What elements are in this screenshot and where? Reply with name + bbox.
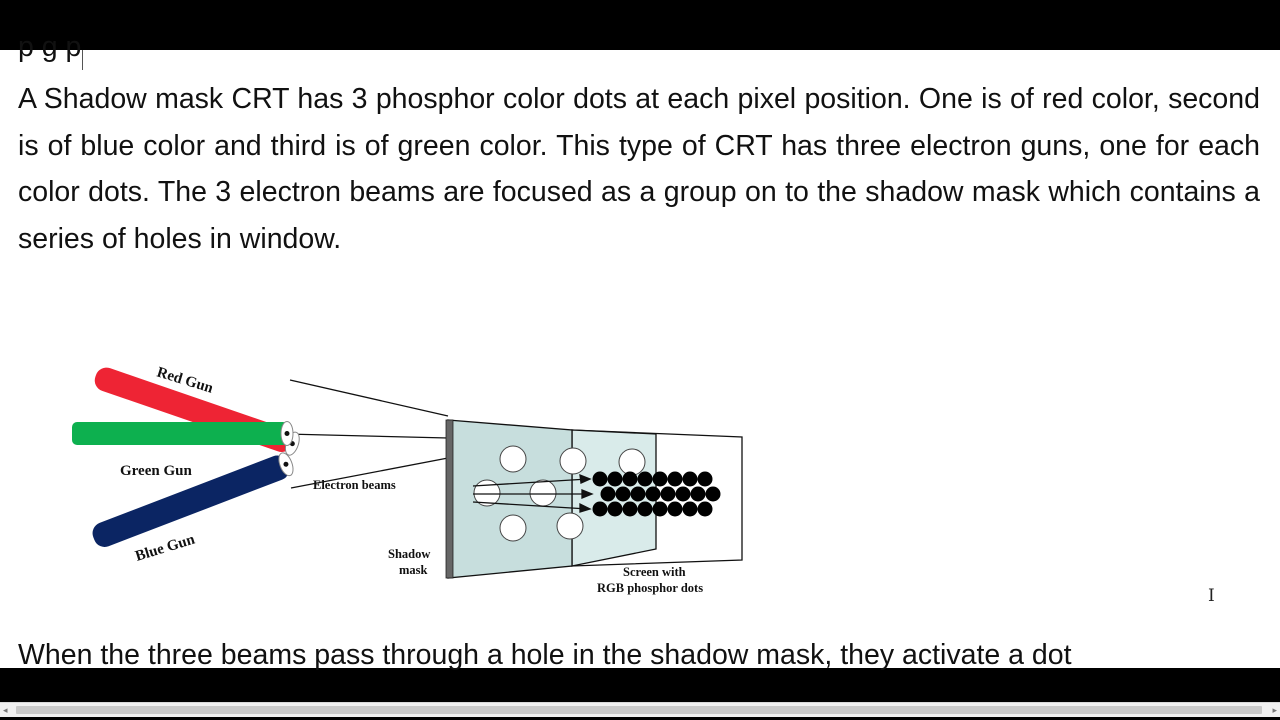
screen-label-line1: Screen with (623, 565, 686, 579)
green-gun-body (72, 422, 288, 445)
scrollbar-thumb[interactable] (16, 706, 1262, 714)
electron-beams-label: Electron beams (313, 478, 396, 492)
electron-beam-lines (286, 380, 448, 488)
scroll-right-arrow-icon[interactable]: ▸ (1272, 705, 1277, 715)
cut-off-previous-line: p g p (18, 31, 82, 63)
scroll-left-arrow-icon[interactable]: ◂ (3, 705, 8, 715)
red-gun-label: Red Gun (154, 364, 215, 397)
green-gun-label: Green Gun (120, 463, 192, 479)
shadow-mask-label-line1: Shadow (388, 547, 431, 561)
ibeam-cursor-icon: I (1208, 586, 1215, 606)
horizontal-scrollbar[interactable] (0, 702, 1280, 717)
shadow-mask-crt-diagram (60, 308, 760, 595)
screen-label-line2: RGB phosphor dots (597, 581, 704, 595)
text-caret (82, 50, 83, 70)
document-page (0, 31, 1280, 715)
cut-off-next-line: When the three beams pass through a hole in the shadow mask, they activate a dot (18, 639, 1072, 671)
rgb-phosphor-dots (593, 472, 721, 517)
body-paragraph: A Shadow mask CRT has 3 phosphor color dots at each pixel position. One is of red color, second is of blue color and third is of green color. This type of CRT has three electron guns, one for each color dots. The 3 electron beams are focused as a group on to the shadow mask which contains a series of holes in window. (18, 83, 1260, 255)
green-gun (72, 422, 293, 446)
shadow-mask-label-line2: mask (399, 563, 428, 577)
blue-gun-label: Blue Gun (133, 531, 197, 565)
